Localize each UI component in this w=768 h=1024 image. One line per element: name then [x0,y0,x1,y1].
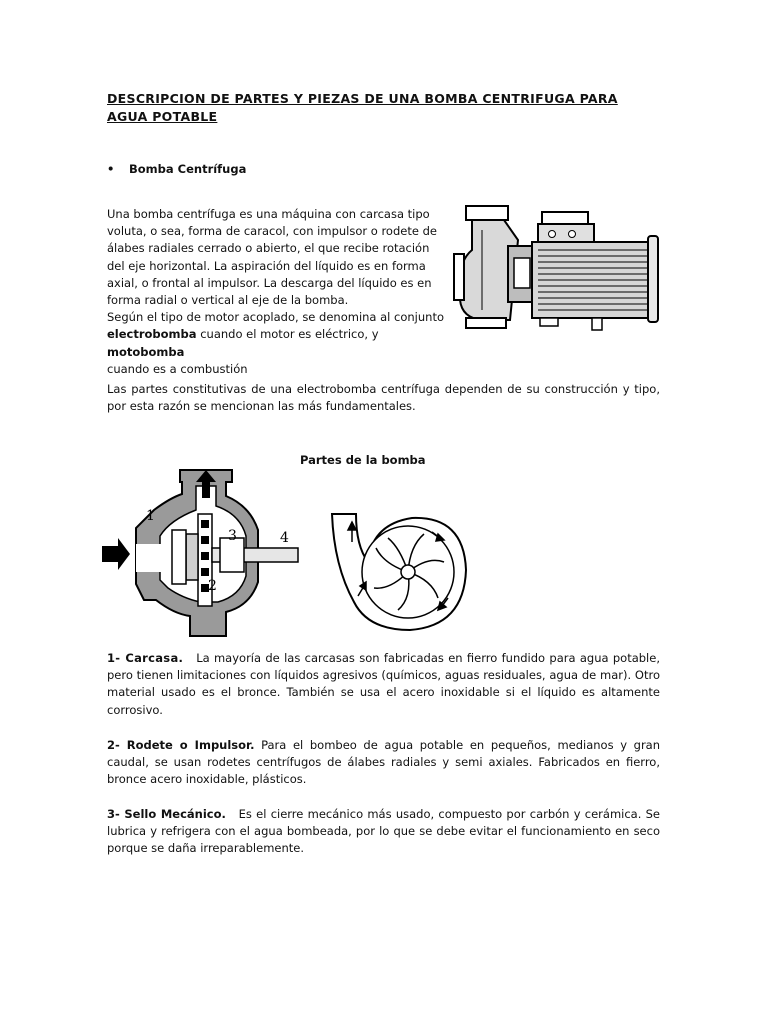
intro-text-2: Según el tipo de motor acoplado, se denomina al conjunto [107,310,444,325]
item-sello-text: Es el cierre mecánico más usado, compuesto por carbón y cerámica. Se lubrica y refrigera con el agua bombeada, por lo que se debe evitar el funcionamiento en seco porque se daña irreparablemente. [107,807,661,856]
diagram-label-2: 2 [208,578,217,594]
item-rodete-text: Para el bombeo de agua potable en pequeños, medianos y gran caudal, se usan rodetes centrífugos de álabes radiales y semi axiales. Fabricados en fierro, bronce acero inoxidable, plásticos. [107,738,661,787]
bullet-heading [107,162,246,176]
item-rodete [107,737,660,789]
item-carcasa [107,650,660,719]
item-rodete-title: 2- Rodete o Impulsor. [107,738,255,752]
bullet-dot-icon: • [107,162,115,176]
diagram-label-4: 4 [280,530,289,546]
intro-paragraph [107,206,447,378]
pump-cross-section-diagram [100,468,305,640]
item-carcasa-title: 1- Carcasa. [107,651,184,665]
diagram-label-1: 1 [146,508,155,524]
parts-heading: Partes de la bomba [300,453,426,467]
bullet-heading-text: Bomba Centrífuga [129,162,247,176]
intro-text-1: Una bomba centrífuga es una máquina con carcasa tipo voluta, o sea, forma de caracol, con impulsor o rodete de álabes radiales cerrado o abierto, el que recibe rotación del eje horizontal. La aspiración del líquido es en forma axial, o frontal al impulsor. La descarga del líquido es en forma radial o vertical al eje de la bomba. [107,207,437,308]
diagram-label-3: 3 [228,528,237,544]
intro-bold-motobomba: motobomba [107,344,185,359]
intro-text-3: cuando el motor es eléctrico, y [196,327,379,342]
item-sello [107,806,660,858]
intro-text-4: cuando es a combustión [107,361,248,376]
volute-impeller-diagram [328,506,470,636]
electrobomba-illustration [452,200,664,336]
item-sello-title: 3- Sello Mecánico. [107,807,226,821]
parts-paragraph: Las partes constitutivas de una electrobomba centrífuga dependen de su construcción y tipo, por esta razón se mencionan las más fundamentales. [107,382,660,414]
item-carcasa-text: La mayoría de las carcasas son fabricadas en fierro fundido para agua potable, pero tienen limitaciones con líquidos agresivos (químicos, aguas residuales, agua de mar). Otro material usado es el bronce. También se usa el acero inoxidable si el líquido es altamente corrosivo. [107,651,660,717]
document-title: DESCRIPCION DE PARTES Y PIEZAS DE UNA BOMBA CENTRIFUGA PARA AGUA POTABLE [107,91,618,124]
intro-bold-electrobomba: electrobomba [107,327,197,342]
